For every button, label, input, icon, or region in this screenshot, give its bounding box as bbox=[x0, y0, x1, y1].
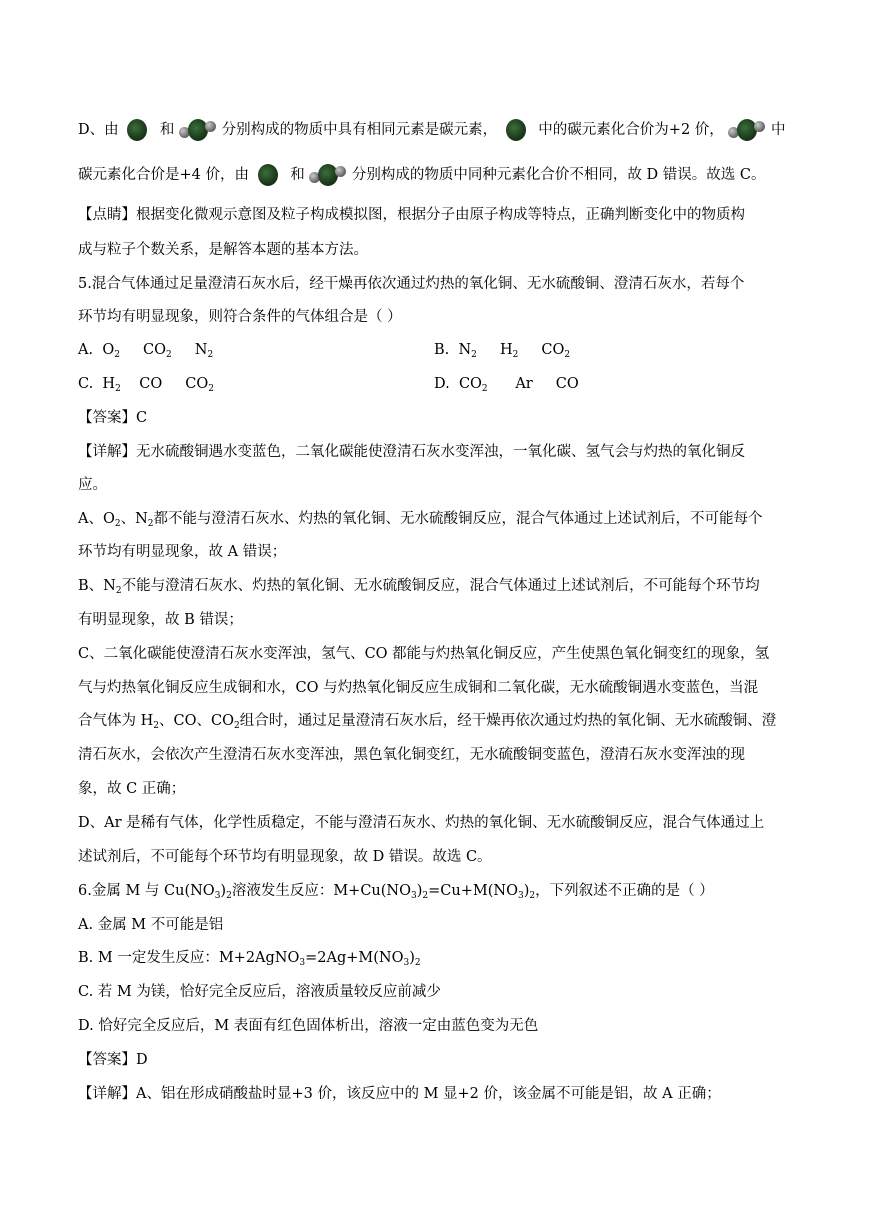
q5-analysis-b-line-1: B、$N_2$不能与澄清石灰水、灼热的氧化铜、无水硫酸铜反应，混合气体通过上述试剂后，不可能每个环节均 bbox=[78, 578, 760, 596]
q5-answer: 【答案】C bbox=[78, 410, 148, 426]
q5-analysis-d-line-2: 述试剂后，不可能每个环节均有明显现象，故 D 错误。故选 C。 bbox=[78, 849, 492, 865]
q5-analysis-b-line-2: 有明显现象，故 B 错误； bbox=[78, 612, 243, 628]
paragraph-d-line-1: D、由 和 分别构成的物质中具有相同元素是碳元素， 中的碳元素化合价为+2 价， 中 bbox=[78, 118, 786, 142]
q5-analysis-c-line-4: 清石灰水，会依次产生澄清石灰水变浑浊，黑色氧化铜变红，无水硫酸铜变蓝色，澄清石灰水变浑浊的现 bbox=[78, 747, 745, 763]
q5-analysis-c-line-3: 合气体为 $H_2$、CO、$CO_2$组合时，通过足量澄清石灰水后，经干燥再依次通过灼热的氧化铜、无水硫酸铜、澄 bbox=[78, 713, 777, 731]
q5-stem-line-2: 环节均有明显现象，则符合条件的气体组合是（ ） bbox=[78, 309, 402, 325]
dianjing-line-2: 成与粒子个数关系，是解答本题的基本方法。 bbox=[78, 242, 368, 258]
q5-option-c: C. $H_2$ CO $CO_2$ bbox=[78, 376, 214, 394]
q5-analysis-c-line-1: C、二氧化碳能使澄清石灰水变浑浊，氢气、CO 都能与灼热氧化铜反应，产生使黑色氧化铜变红的现象，氢 bbox=[78, 646, 770, 662]
q6-option-d: D. 恰好完全反应后，M 表面有红色固体析出，溶液一定由蓝色变为无色 bbox=[78, 1018, 539, 1034]
q5-option-d: D. $CO_2$ Ar CO bbox=[434, 376, 579, 394]
q5-analysis-a-line-1: A、$O_2$、$N_2$都不能与澄清石灰水、灼热的氧化铜、无水硫酸铜反应，混合气体通过上述试剂后，不可能每个 bbox=[78, 511, 763, 529]
co2-molecule-icon bbox=[728, 118, 766, 142]
co2-molecule-icon bbox=[179, 118, 217, 142]
q6-detail-line-1: 【详解】A、铝在形成硝酸盐时显+3 价，该反应中的 M 显+2 价，该金属不可能是铝，故 A 正确； bbox=[78, 1086, 721, 1102]
dianjing-line-1: 【点睛】根据变化微观示意图及粒子构成模拟图，根据分子由原子构成等特点，正确判断变化中的物质构 bbox=[78, 207, 745, 223]
q5-analysis-c-line-2: 气与灼热氧化铜反应生成铜和水，CO 与灼热氧化铜反应生成铜和二氧化碳，无水硫酸铜遇水变蓝色，当混 bbox=[78, 680, 759, 696]
q5-detail-line-2: 应。 bbox=[78, 477, 107, 493]
co-molecule-icon bbox=[254, 163, 286, 187]
q5-option-b: B. $N_2$ $H_2$ $CO_2$ bbox=[434, 342, 571, 360]
q5-analysis-a-line-2: 环节均有明显现象，故 A 错误； bbox=[78, 544, 287, 560]
q6-option-b: B. M 一定发生反应：$M+2AgNO_3=2Ag+M(NO_3)_2$ bbox=[78, 950, 421, 968]
q6-option-c: C. 若 M 为镁，恰好完全反应后，溶液质量较反应前减少 bbox=[78, 984, 441, 1000]
paragraph-d-line-2: 碳元素化合价是+4 价，由 和 分别构成的物质中同种元素化合价不相同，故 D 错误。故选 C。 bbox=[78, 163, 765, 187]
q6-answer: 【答案】D bbox=[78, 1052, 148, 1068]
q5-stem-line-1: 5.混合气体通过足量澄清石灰水后，经干燥再依次通过灼热的氧化铜、无水硫酸铜、澄清石灰水，若每个 bbox=[78, 276, 745, 292]
q5-option-a: A. $O_2$ $CO_2$ $N_2$ bbox=[78, 342, 214, 360]
co-molecule-icon bbox=[502, 118, 534, 142]
co-molecule-icon bbox=[123, 118, 155, 142]
q5-analysis-d-line-1: D、Ar 是稀有气体，化学性质稳定，不能与澄清石灰水、灼热的氧化铜、无水硫酸铜反应，混合气体通过上 bbox=[78, 815, 765, 831]
q5-analysis-c-line-5: 象，故 C 正确； bbox=[78, 781, 186, 797]
q6-option-a: A. 金属 M 不可能是铝 bbox=[78, 917, 224, 933]
q6-stem: 6.金属 M 与 $Cu(NO_3)_2$溶液发生反应：$M+Cu(NO_3)_2=Cu+M(NO_3)_2$，下列叙述不正确的是（ ） bbox=[78, 883, 714, 901]
co2-molecule-icon bbox=[309, 163, 347, 187]
q5-detail-line-1: 【详解】无水硫酸铜遇水变蓝色，二氧化碳能使澄清石灰水变浑浊，一氧化碳、氢气会与灼热的氧化铜反 bbox=[78, 444, 745, 460]
